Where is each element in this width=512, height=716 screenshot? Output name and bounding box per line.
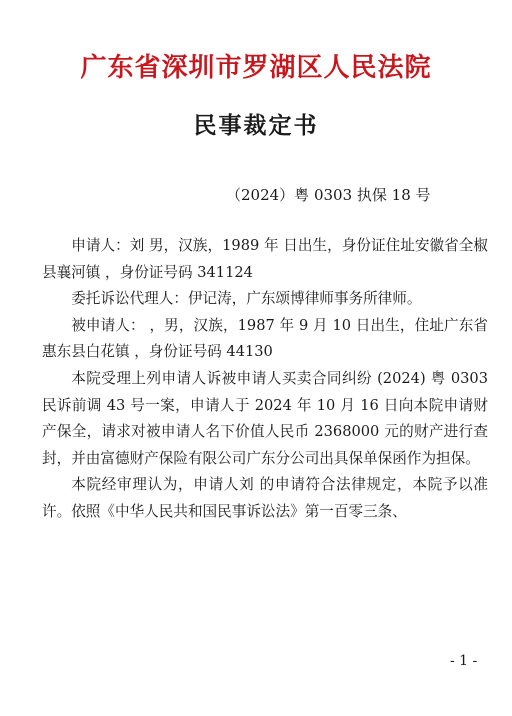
ruling-paragraph: 本院经审理认为，申请人刘 的申请符合法律规定，本院予以准许。依照《中华人民共和国民事诉讼法》第一百零三条、 (42, 476, 488, 520)
agent-paragraph: 委托诉讼代理人：伊记涛，广东颂博律师事务所律师。 (71, 290, 422, 308)
case-number: （2024）粤 0303 执保 18 号 (226, 186, 431, 204)
court-name-heading: 广东省深圳市罗湖区人民法院 (80, 53, 432, 83)
respondent-paragraph: 被申请人： ，男，汉族，1987 年 9 月 10 日出生，住址广东省惠东县白花镇 ，身份证号码 44130 (42, 316, 488, 361)
page-number: - 1 - (450, 653, 478, 669)
document-title: 民事裁定书 (193, 112, 319, 139)
applicant-paragraph: 申请人：刘 男，汉族，1989 年 日出生，身份证住址安徽省全椒县襄河镇 ，身份证号码 341124 (42, 237, 488, 281)
case-facts-paragraph: 本院受理上列申请人诉被申请人买卖合同纠纷 (2024) 粤 0303 民诉前调 43 号一案，申请人于 2024 年 10 月 16 日向本院申请财产保全，请求对被申请人名下价值人民币 2368000 元的财产进行查封，并由富德财产保险有限公司广东分公司出具保单保函作为担保。 (42, 369, 488, 467)
document-body (42, 233, 488, 526)
